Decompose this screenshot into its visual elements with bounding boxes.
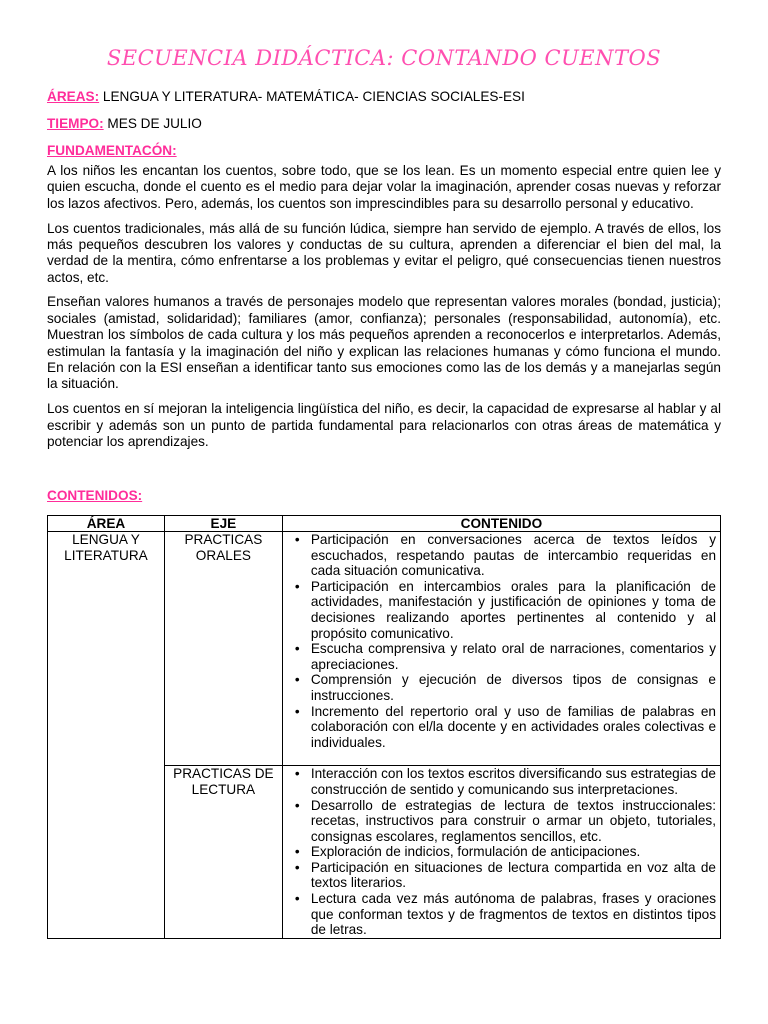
list-item: • Participación en situaciones de lectura compartida en voz alta de textos literarios.	[311, 860, 716, 891]
paragraph: Los cuentos en sí mejoran la inteligencia lingüística del niño, es decir, la capacidad de expresarse al hablar y al escribir y además son un punto de partida fundamental para relacionarlos con otras áreas de matemática y potenciar los aprendizajes.	[47, 401, 721, 449]
tiempo-label: TIEMPO:	[47, 116, 104, 131]
fundamentacion-body	[47, 163, 721, 459]
paragraph: A los niños les encantan los cuentos, sobre todo, que se los lean. Es un momento especial entre quien lee y quien escucha, donde el cuento es el medio para dejar volar la imaginación, aprender cosas nuevas y reforzar los lazos afectivos. Pero, además, los cuentos son imprescindibles para su desarrollo personal y educativo.	[47, 163, 721, 211]
areas-label: ÁREAS:	[47, 89, 100, 104]
list-item: • Lectura cada vez más autónoma de palabras, frases y oraciones que conforman textos y de fragmentos de textos en distintos tipos de letras.	[311, 891, 716, 938]
table-header-row	[48, 516, 721, 532]
list-item: • Desarrollo de estrategias de lectura de textos instruccionales: recetas, instructivos para construir o armar un objeto, tutoriales, consignas escolares, reglamentos sencillos, etc.	[311, 798, 716, 845]
areas-line	[47, 88, 525, 106]
fundamentacion-label: FUNDAMENTACÓN:	[47, 143, 177, 158]
contenido-list	[287, 532, 716, 750]
list-item: • Comprensión y ejecución de diversos tipos de consignas e instrucciones.	[311, 672, 716, 703]
contenidos-heading	[47, 488, 142, 503]
header-eje: EJE	[164, 516, 282, 532]
contenido-list	[287, 766, 716, 938]
paragraph: Enseñan valores humanos a través de personajes modelo que representan valores morales (bondad, justicia); sociales (amistad, solidaridad); familiares (amor, confianza); personales (responsabilidad, autonomía), etc. Muestran los símbolos de cada cultura y los más pequeños aprenden a reconocerlos e interpretarlos. Además, estimulan la fantasía y la imaginación del niño y explican las relaciones humanas y cómo funciona el mundo. En relación con la ESI enseñan a identificar tanto sus emociones como las de los demás y a manejarlas según la situación.	[47, 294, 721, 392]
fundamentacion-heading	[47, 142, 177, 160]
areas-value: LENGUA Y LITERATURA- MATEMÁTICA- CIENCIAS SOCIALES-ESI	[102, 89, 525, 104]
list-item: • Interacción con los textos escritos diversificando sus estrategias de construcción de sentido y comunicando sus interpretaciones.	[311, 766, 716, 797]
paragraph: Los cuentos tradicionales, más allá de su función lúdica, siempre han servido de ejemplo. A través de ellos, los más pequeños descubren los valores y conductas de su cultura, aprenden a diferenciar el bien del mal, la verdad de la mentira, cómo enfrentarse a los problemas y evitar el peligro, qué consecuencias tienen nuestros actos, etc.	[47, 220, 721, 285]
list-item: • Participación en intercambios orales para la planificación de actividades, manifestación y justificación de opiniones y toma de decisiones realizando aportes pertinentes al contenido y al propósito comunicativo.	[311, 579, 716, 641]
tiempo-value: MES DE JULIO	[107, 116, 202, 131]
contenidos-table	[47, 515, 721, 939]
table-row	[48, 532, 721, 766]
eje-cell: PRACTICAS ORALES	[164, 532, 282, 766]
header-area: ÁREA	[48, 516, 165, 532]
list-item: • Escucha comprensiva y relato oral de narraciones, comentarios y apreciaciones.	[311, 641, 716, 672]
eje-cell: PRACTICAS DE LECTURA	[164, 766, 282, 939]
contenido-cell	[282, 766, 720, 939]
list-item: • Incremento del repertorio oral y uso de familias de palabras en colaboración con el/la docente y en actividades orales colectivas e individuales.	[311, 704, 716, 751]
area-cell: LENGUA Y LITERATURA	[48, 532, 165, 939]
tiempo-line	[47, 115, 202, 133]
document-title: SECUENCIA DIDÁCTICA: CONTANDO CUENTOS	[106, 46, 662, 70]
contenidos-label: CONTENIDOS:	[47, 488, 143, 503]
list-item: • Participación en conversaciones acerca de textos leídos y escuchados, respetando pautas de intercambio requeridas en cada situación comunicativa.	[311, 532, 716, 579]
contenido-cell	[282, 532, 720, 766]
header-contenido: CONTENIDO	[282, 516, 720, 532]
list-item: • Exploración de indicios, formulación de anticipaciones.	[311, 844, 716, 860]
